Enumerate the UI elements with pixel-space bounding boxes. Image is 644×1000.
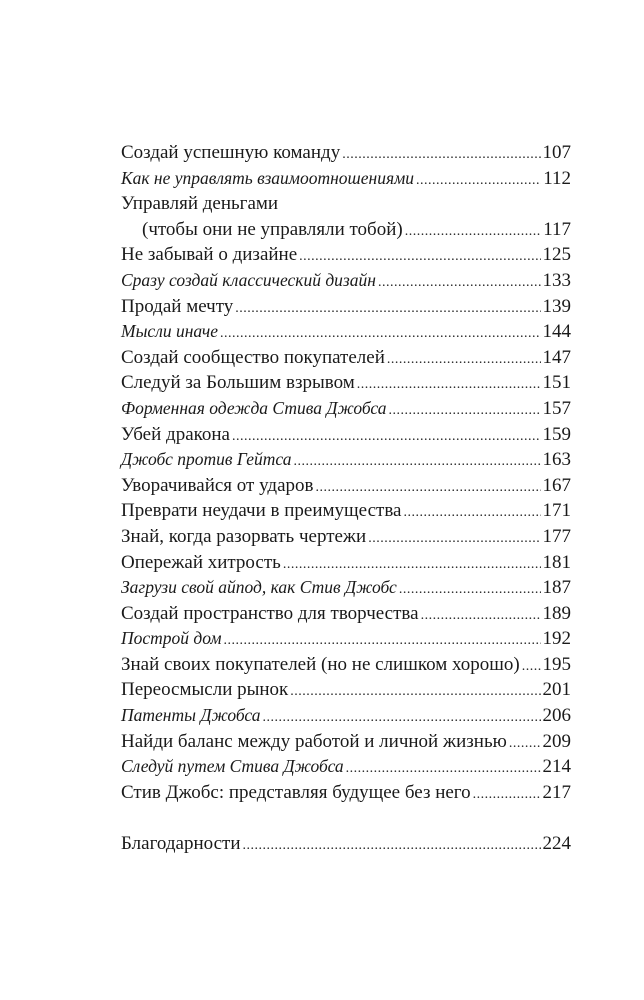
toc-entry-page: 157: [542, 397, 571, 419]
toc-entry-title: Следуй путем Стива Джобса: [121, 756, 344, 777]
toc-entry: [121, 370, 571, 396]
toc-leader-dots: [232, 424, 541, 450]
toc-entry-title: Следуй за Большим взрывом: [121, 372, 355, 394]
toc-leader-dots: [299, 244, 540, 270]
toc-entry-title: Продай мечту: [121, 295, 234, 317]
toc-entry-title: Знай своих покупателей (но не слишком хорошо): [121, 653, 520, 675]
toc-entry-title: Патенты Джобса: [121, 705, 261, 726]
toc-leader-dots: [368, 526, 540, 552]
toc-leader-dots: [522, 654, 541, 680]
toc-entry-title: Найди баланс между работой и личной жизнью: [121, 730, 507, 752]
toc-entry: [121, 217, 571, 243]
toc-leader-dots: [416, 168, 541, 194]
toc-leader-dots: [388, 398, 540, 424]
toc-entry-title: Уворачивайся от ударов: [121, 474, 314, 496]
toc-entry: [121, 422, 571, 448]
toc-entry: [121, 268, 571, 294]
toc-entry-page: 125: [542, 244, 571, 266]
toc-entry: [121, 473, 571, 499]
toc-entry-page: 209: [542, 730, 571, 752]
section-gap: [121, 805, 571, 831]
toc-entry-title: Построй дом: [121, 628, 222, 649]
toc-entry-page: 189: [542, 602, 571, 624]
toc-leader-dots: [243, 833, 541, 859]
toc-entry-page: 133: [542, 269, 571, 291]
toc-entry: [121, 166, 571, 192]
toc-leader-dots: [342, 142, 540, 168]
toc-entry-page: 107: [542, 142, 571, 163]
toc-entry-title: Создай пространство для творчества: [121, 602, 419, 624]
toc-entry-page: 201: [542, 679, 571, 701]
toc-entry-title: (чтобы они не управляли тобой): [142, 218, 403, 240]
toc-entry-title: Мысли иначе: [121, 321, 219, 342]
toc-entry-page: 112: [543, 167, 571, 189]
toc-entry-title: Создай сообщество покупателей: [121, 346, 385, 368]
toc-entry: [121, 396, 571, 422]
toc-entry: [121, 626, 571, 652]
toc-entry-page: 214: [542, 756, 571, 778]
toc-leader-dots: [262, 705, 540, 731]
toc-entry-page: 206: [542, 705, 571, 727]
toc-entry-title: Стив Джобс: представляя будущее без него: [121, 781, 471, 803]
toc-entry-page: 195: [542, 653, 571, 675]
toc-entry: [121, 652, 571, 678]
toc-entry-title: Как не управлять взаимоотношениями: [121, 167, 415, 188]
toc-entry-page: 192: [542, 628, 571, 650]
toc-entry-title: Сразу создай классический дизайн: [121, 269, 376, 290]
toc-entry: [121, 601, 571, 627]
toc-leader-dots: [346, 756, 541, 782]
toc-entry-acknowledgements: [121, 831, 571, 857]
toc-entry-page: 187: [542, 577, 571, 599]
toc-entry-title: Преврати неудачи в преимущества: [121, 500, 402, 522]
toc-entry-page: 181: [542, 551, 571, 573]
toc-entry: [121, 345, 571, 371]
toc-entry-title: Загрузи свой айпод, как Стив Джобс: [121, 577, 397, 598]
toc-entry: [121, 677, 571, 703]
toc-leader-dots: [220, 321, 540, 347]
toc-entry: [121, 294, 571, 320]
toc-entry: [121, 754, 571, 780]
toc-entry-title: Не забывай о дизайне: [121, 244, 298, 266]
toc-entry-title: Переосмысли рынок: [121, 679, 289, 701]
toc-entry-page: 144: [542, 321, 571, 343]
toc-entry: [121, 319, 571, 345]
toc-entry: [121, 524, 571, 550]
toc-entry: [121, 780, 571, 806]
toc-leader-dots: [421, 603, 541, 629]
toc-leader-dots: [283, 552, 541, 578]
toc-entry-title: Форменная одежда Стива Джобса: [121, 397, 387, 418]
toc-leader-dots: [357, 372, 541, 398]
toc-entry: [121, 550, 571, 576]
toc-entry-title: Управляй деньгами: [121, 193, 279, 215]
toc-entry-title: Создай успешную команду: [121, 142, 341, 163]
toc-leader-dots: [235, 296, 540, 322]
toc-leader-dots: [224, 628, 541, 654]
toc-leader-dots: [405, 219, 541, 245]
toc-entry: [121, 242, 571, 268]
toc-entry-page: 167: [542, 474, 571, 496]
toc-entry-page: 217: [542, 781, 571, 803]
toc-entry-page: 171: [542, 500, 571, 522]
toc-leader-dots: [387, 347, 541, 373]
toc-entry-title: Знай, когда разорвать чертежи: [121, 525, 367, 547]
toc-leader-dots: [293, 449, 540, 475]
toc-entry-title: Убей дракона: [121, 423, 230, 445]
toc-leader-dots: [315, 475, 540, 501]
toc-leader-dots: [473, 782, 541, 808]
toc-entry-page: 139: [542, 295, 571, 317]
toc-entry-page: 224: [542, 833, 571, 855]
toc-entry: [121, 191, 571, 217]
toc-entry-page: 147: [542, 346, 571, 368]
toc-entry-title: Опережай хитрость: [121, 551, 281, 573]
toc-entry-page: 163: [542, 449, 571, 471]
toc-entry: [121, 729, 571, 755]
toc-entry-page: 159: [542, 423, 571, 445]
toc-entry: [121, 140, 571, 166]
toc-entry-title: Благодарности: [121, 833, 241, 855]
toc-leader-dots: [290, 679, 540, 705]
table-of-contents: [121, 140, 571, 857]
toc-leader-dots: [399, 577, 541, 603]
toc-leader-dots: [378, 270, 541, 296]
toc-entry-page: 177: [542, 525, 571, 547]
toc-entry: [121, 498, 571, 524]
toc-entry-page: 151: [542, 372, 571, 394]
toc-entry-title: Джобс против Гейтса: [121, 449, 292, 470]
toc-entry-page: 117: [543, 218, 571, 240]
toc-entry: [121, 447, 571, 473]
toc-entry: [121, 703, 571, 729]
toc-entry: [121, 575, 571, 601]
toc-leader-dots: [403, 500, 540, 526]
toc-leader-dots: [509, 731, 541, 757]
